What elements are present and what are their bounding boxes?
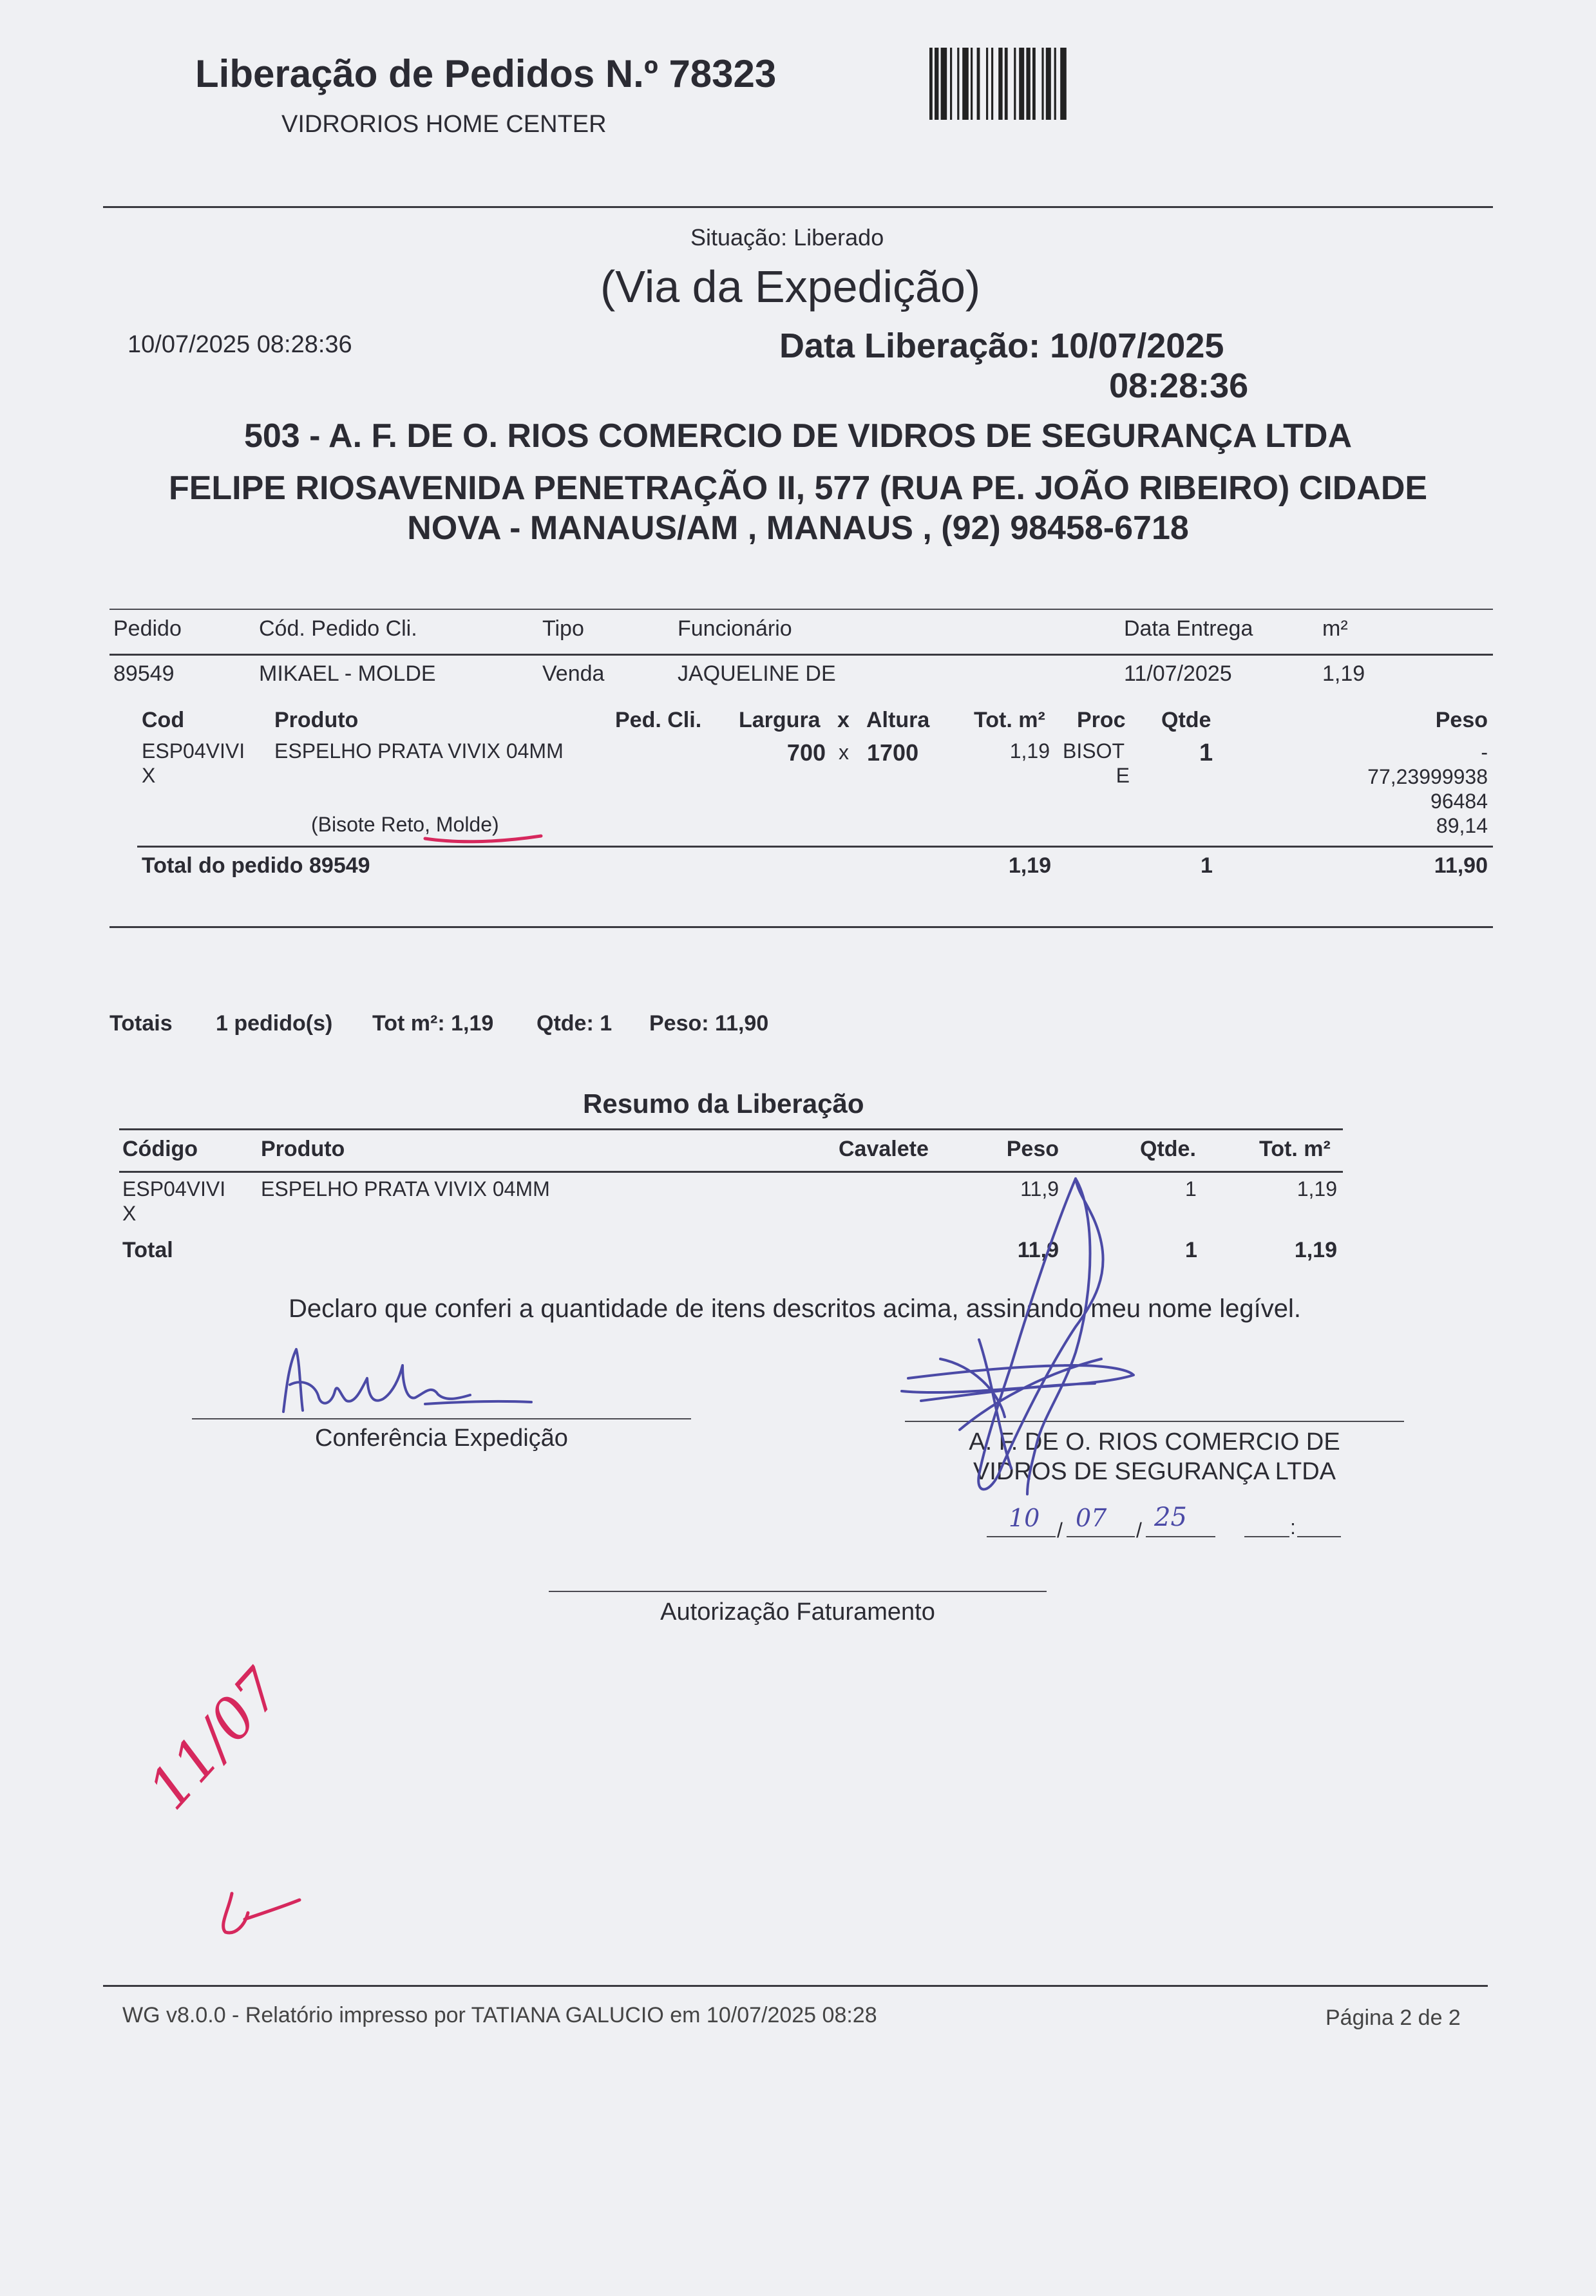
summary-col-produto: Produto xyxy=(261,1137,345,1161)
item-largura: 700 xyxy=(786,739,826,766)
item-proc-line1: BISOT xyxy=(1063,739,1125,763)
item-tot-m2: 1,19 xyxy=(1009,739,1050,763)
signature-label-right-line1: A. F. DE O. RIOS COMERCIO DE xyxy=(969,1428,1340,1456)
footer-print-info: WG v8.0.0 - Relatório impresso por TATIANA GALUCIO em 10/07/2025 08:28 xyxy=(122,2003,877,2027)
release-time: 08:28:36 xyxy=(1109,366,1249,405)
order-total-label: Total do pedido 89549 xyxy=(142,853,370,878)
order-section-bottom-rule xyxy=(109,926,1493,928)
company-short-name: VIDRORIOS HOME CENTER xyxy=(281,111,607,138)
totals-pedidos: 1 pedido(s) xyxy=(216,1011,333,1036)
signature-left-scribble xyxy=(271,1340,541,1423)
date-slash-2: / xyxy=(1136,1519,1142,1542)
item-cod-line2: X xyxy=(142,764,156,787)
item-cod-line1: ESP04VIVI xyxy=(142,739,245,763)
order-tipo-value: Venda xyxy=(542,661,605,686)
order-data-entrega-value: 11/07/2025 xyxy=(1124,661,1232,686)
header-divider xyxy=(103,206,1493,208)
item-col-proc: Proc xyxy=(1077,708,1126,732)
summary-codigo-line2: X xyxy=(122,1202,137,1225)
totals-label: Totais xyxy=(109,1011,173,1036)
order-col-tipo: Tipo xyxy=(542,616,584,641)
summary-col-tot-m2: Tot. m² xyxy=(1259,1137,1331,1161)
order-col-cod-cli: Cód. Pedido Cli. xyxy=(259,616,417,641)
summary-total-m2: 1,19 xyxy=(1294,1238,1337,1262)
release-date: Data Liberação: 10/07/2025 xyxy=(779,327,1224,365)
summary-header-rule xyxy=(119,1171,1343,1173)
time-colon: : xyxy=(1290,1515,1296,1539)
client-name: 503 - A. F. DE O. RIOS COMERCIO DE VIDROS DE SEGURANÇA LTDA xyxy=(243,417,1353,455)
client-address-line1: FELIPE RIOSAVENIDA PENETRAÇÃO II, 577 (RUA PE. JOÃO RIBEIRO) CIDADE xyxy=(168,470,1428,507)
totals-m2: Tot m²: 1,19 xyxy=(372,1011,494,1036)
summary-title: Resumo da Liberação xyxy=(583,1088,864,1119)
summary-produto: ESPELHO PRATA VIVIX 04MM xyxy=(261,1177,550,1200)
order-total-peso: 11,90 xyxy=(1434,853,1488,878)
client-address-line2: NOVA - MANAUS/AM , MANAUS , (92) 98458-6718 xyxy=(407,509,1189,547)
item-col-largura: Largura xyxy=(739,708,821,732)
item-col-tot-m2: Tot. m² xyxy=(974,708,1045,732)
declaration-text: Declaro que conferi a quantidade de itens descritos acima, assinando meu nome legível. xyxy=(289,1295,1302,1323)
red-check-mark xyxy=(206,1881,309,1939)
order-cod-cli-value: MIKAEL - MOLDE xyxy=(259,661,436,686)
item-proc-line2: E xyxy=(1116,764,1130,787)
item-qtde: 1 xyxy=(1199,739,1213,766)
item-col-produto: Produto xyxy=(274,708,359,732)
item-peso-line4: 89,14 xyxy=(1436,814,1488,837)
item-altura: 1700 xyxy=(867,739,919,766)
item-col-altura: Altura xyxy=(866,708,930,732)
summary-total-peso: 11,9 xyxy=(1017,1238,1059,1262)
item-processing-note: (Bisote Reto, Molde) xyxy=(311,813,499,836)
order-col-funcionario: Funcionário xyxy=(678,616,792,641)
item-col-cod: Cod xyxy=(142,708,185,732)
order-col-data-entrega: Data Entrega xyxy=(1124,616,1253,641)
order-total-qtde: 1 xyxy=(1201,853,1213,878)
billing-signature-line xyxy=(549,1591,1047,1592)
item-x: x xyxy=(839,741,849,764)
summary-codigo-line1: ESP04VIVI xyxy=(122,1177,226,1200)
item-total-rule xyxy=(137,846,1493,848)
page-number: Página 2 de 2 xyxy=(1325,2006,1461,2030)
summary-total-qtde: 1 xyxy=(1185,1238,1197,1262)
order-m2-value: 1,19 xyxy=(1322,661,1365,686)
footer-divider xyxy=(103,1985,1488,1987)
summary-tot-m2: 1,19 xyxy=(1297,1177,1337,1200)
summary-col-peso: Peso xyxy=(1006,1137,1059,1161)
item-produto: ESPELHO PRATA VIVIX 04MM xyxy=(274,739,564,763)
order-col-m2: m² xyxy=(1322,616,1348,641)
print-datetime: 10/07/2025 08:28:36 xyxy=(128,331,352,358)
order-total-m2: 1,19 xyxy=(1008,853,1051,878)
handwritten-red-date: 11/07 xyxy=(135,1656,294,1822)
status-label: Situação: Liberado xyxy=(690,224,884,251)
handwritten-day: 10 xyxy=(1009,1504,1040,1532)
totals-peso: Peso: 11,90 xyxy=(649,1011,769,1036)
order-col-pedido: Pedido xyxy=(113,616,182,641)
billing-label: Autorização Faturamento xyxy=(660,1599,935,1626)
document-title: Liberação de Pedidos N.º 78323 xyxy=(195,52,777,95)
item-peso-line3: 96484 xyxy=(1430,790,1488,813)
summary-col-codigo: Código xyxy=(122,1137,198,1161)
order-table-top-rule xyxy=(109,609,1493,610)
handwritten-year: 25 xyxy=(1154,1503,1187,1532)
signature-label-right-line2: VIDROS DE SEGURANÇA LTDA xyxy=(973,1458,1336,1485)
order-table-header-rule xyxy=(109,654,1493,656)
item-col-ped-cli: Ped. Cli. xyxy=(615,708,702,732)
item-col-peso: Peso xyxy=(1435,708,1488,732)
time-blank-minute xyxy=(1297,1536,1341,1537)
summary-col-cavalete: Cavalete xyxy=(839,1137,929,1161)
item-peso-line2: 77,23999938 xyxy=(1367,765,1488,788)
summary-col-qtde: Qtde. xyxy=(1140,1137,1196,1161)
summary-top-rule xyxy=(119,1128,1343,1130)
date-blank-day xyxy=(987,1536,1056,1537)
summary-peso: 11,9 xyxy=(1020,1177,1059,1200)
item-col-qtde: Qtde xyxy=(1161,708,1211,732)
summary-qtde: 1 xyxy=(1185,1177,1197,1200)
barcode-image xyxy=(929,48,1174,120)
copy-label: (Via da Expedição) xyxy=(600,261,981,312)
date-slash-1: / xyxy=(1057,1519,1063,1542)
order-pedido-value: 89549 xyxy=(113,661,175,686)
item-peso-line1: - xyxy=(1481,741,1488,764)
signature-right-scribble xyxy=(882,1172,1153,1520)
signature-label-left: Conferência Expedição xyxy=(315,1425,568,1452)
summary-total-label: Total xyxy=(122,1238,173,1262)
time-blank-hour xyxy=(1244,1536,1289,1537)
handwritten-month: 07 xyxy=(1076,1504,1107,1532)
totals-qtde: Qtde: 1 xyxy=(537,1011,613,1036)
date-blank-month xyxy=(1067,1536,1135,1537)
date-blank-year xyxy=(1146,1536,1215,1537)
item-col-x: x xyxy=(837,708,850,732)
order-funcionario-value: JAQUELINE DE xyxy=(678,661,836,686)
red-underline-mark xyxy=(412,826,554,845)
